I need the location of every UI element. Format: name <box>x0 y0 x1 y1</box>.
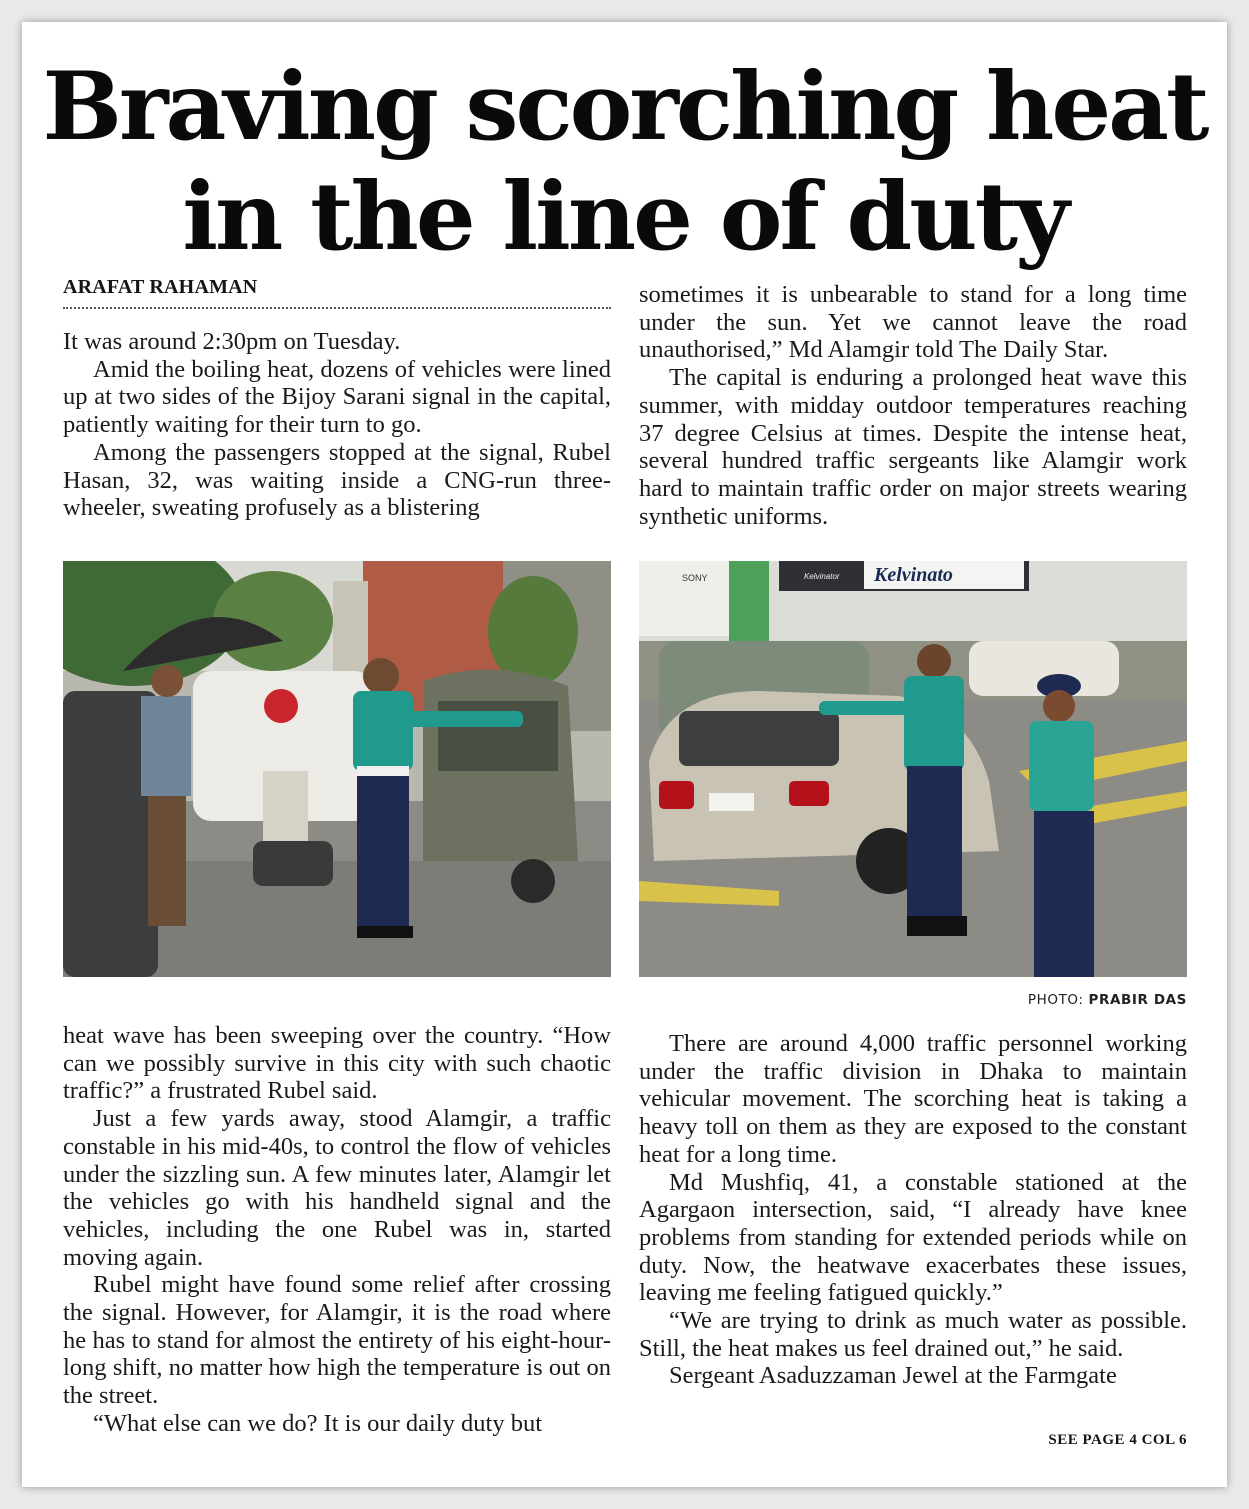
paragraph: Among the passengers stopped at the signal, Rubel Hasan, 32, was waiting inside a CNG-run three-wheeler, sweating profusely as a blistering <box>63 438 611 522</box>
paragraph: “What else can we do? It is our daily duty but <box>93 1409 543 1437</box>
paragraph: heat wave has been sweeping over the country. “How can we possibly survive in this city with such chaotic traffic?” a frustrated Rubel said. <box>63 1022 611 1105</box>
headline <box>0 52 1249 272</box>
sony-sign: SONY <box>682 573 708 583</box>
photo-credit <box>1028 992 1187 1008</box>
kelvinator-sign: Kelvinato <box>874 564 953 586</box>
photo-intersection-constables <box>639 561 1187 977</box>
headline-line-2: in the line of duty <box>182 162 1067 272</box>
article-column-3 <box>63 1022 611 1438</box>
photo-illustration <box>639 561 1187 977</box>
photo-credit-label: PHOTO: <box>1027 992 1084 1008</box>
continuation-note: SEE PAGE 4 COL 6 <box>1048 1432 1187 1448</box>
photo-traffic-constable <box>63 561 611 977</box>
paragraph: Just a few yards away, stood Alamgir, a traffic constable in his mid-40s, to control the flow of vehicles under the sizzling sun. A few minutes later, Alamgir let the vehicles go with his handheld signal and the vehicles, including the one Rubel was in, started moving again. <box>63 1105 611 1271</box>
paragraph: Amid the boiling heat, dozens of vehicles were lined up at two sides of the Bijoy Sarani signal in the capital, patiently waiting for their turn to go. <box>63 355 611 439</box>
paragraph: Md Mushfiq, 41, a constable stationed at the Agargaon intersection, said, “I already have knee problems from standing for extended periods while on duty. Now, the heatwave exacerbates these issues, leaving me feeling fatigued quickly.” <box>639 1168 1187 1307</box>
article-column-1 <box>63 328 611 522</box>
byline: ARAFAT RAHAMAN <box>63 276 611 309</box>
photo-credit-name: PRABIR DAS <box>1088 992 1187 1008</box>
paragraph: “We are trying to drink as much water as possible. Still, the heat makes us feel drained out,” he said. <box>639 1307 1187 1362</box>
paragraph: Rubel might have found some relief after crossing the signal. However, for Alamgir, it is the road where he has to stand for almost the entirety of his eight-hour-long shift, no matter how high the temperature is out on the street. <box>63 1271 611 1410</box>
photo-illustration <box>63 561 611 977</box>
kelvinator-sign-small: Kelvinator <box>804 572 840 581</box>
headline-line-1: Braving scorching heat <box>42 52 1207 162</box>
paragraph: Sergeant Asaduzzaman Jewel at the Farmgate <box>669 1362 1117 1390</box>
paragraph: It was around 2:30pm on Tuesday. <box>63 328 401 355</box>
paragraph: The capital is enduring a prolonged heat wave this summer, with midday outdoor temperatures reaching 37 degree Celsius at times. Despite the intense heat, several hundred traffic sergeants like Alamgir work hard to maintain traffic order on major streets wearing synthetic uniforms. <box>639 364 1187 530</box>
paragraph: There are around 4,000 traffic personnel working under the traffic division in Dhaka to maintain vehicular movement. The scorching heat is taking a heavy toll on them as they are exposed to the constant heat for a long time. <box>639 1030 1187 1168</box>
paragraph: sometimes it is unbearable to stand for a long time under the sun. Yet we cannot leave the road unauthorised,” Md Alamgir told The Daily Star. <box>639 281 1187 364</box>
article-column-2 <box>639 281 1187 530</box>
article-column-4 <box>639 1030 1187 1390</box>
